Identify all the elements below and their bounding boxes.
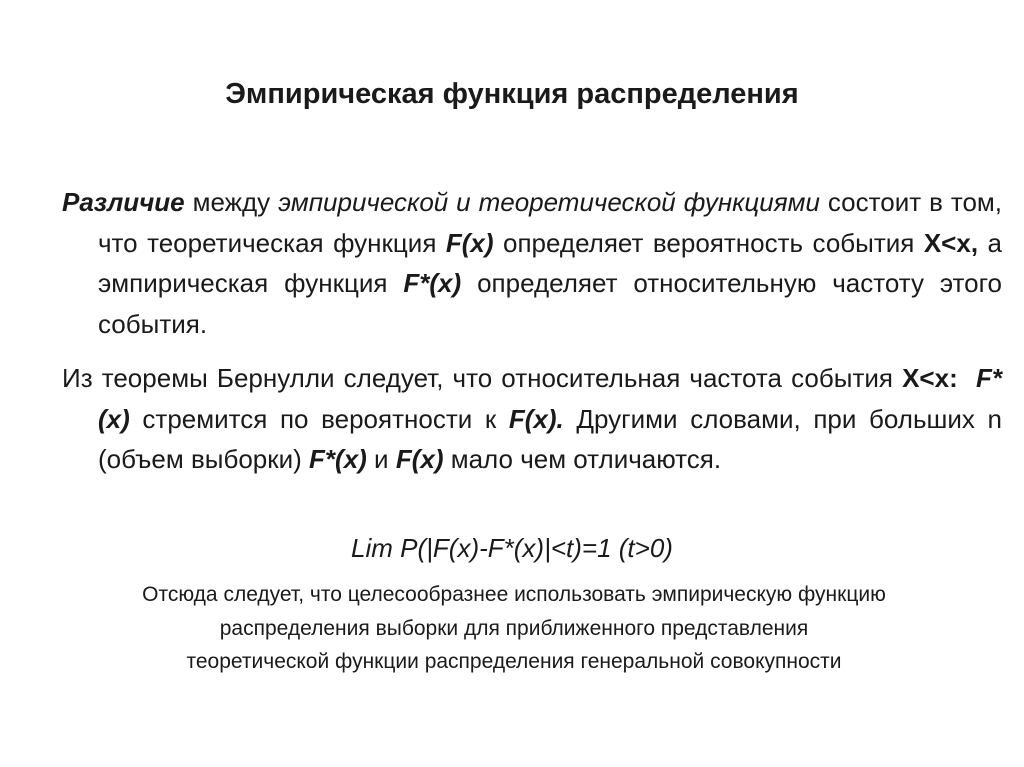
conclusion-line: теоретической функции распределения генеральной совокупности <box>186 650 842 673</box>
text: состоит в том, что теоретическая функция <box>98 187 1002 258</box>
slide-title: Эмпирическая функция распределения <box>225 78 799 110</box>
text: между <box>184 187 279 217</box>
text <box>958 363 976 393</box>
formula-f-star: F*(x) <box>309 444 367 474</box>
event-x-less-x: X<x, <box>923 227 979 258</box>
conclusion <box>62 578 966 679</box>
limit-formula: Lim P(|F(x)-F*(x)|<t)=1 (t>0) <box>351 533 673 563</box>
text: Другими словами, при больших n (объем выборки) <box>98 403 1002 474</box>
formula-f-star: F*(x) <box>403 268 462 298</box>
text: и <box>366 444 396 474</box>
emphasis-functions: эмпирической и теоретической функциями <box>278 187 820 217</box>
formula-f: F(x) <box>445 227 494 258</box>
text: определяет относительную частоту этого события. <box>98 268 1002 339</box>
paragraph-bernoulli <box>62 358 1002 480</box>
text: мало чем отличаются. <box>443 444 722 474</box>
text: а эмпирическая функция <box>98 227 1002 298</box>
conclusion-line: распределения выборки для приближенного представления <box>219 616 809 640</box>
text: Из теоремы Бернулли следует, что относительная частота события <box>62 363 903 393</box>
conclusion-line: Отсюда следует, что целесообразнее использовать эмпирическую функцию <box>142 583 886 606</box>
paragraph-difference <box>62 182 1002 344</box>
text: стремится по вероятности к <box>129 403 509 434</box>
formula-f-star: F*(x) <box>98 363 1002 434</box>
term-difference: Различие <box>62 187 185 217</box>
formula-f: F(x) <box>395 444 444 474</box>
text: определяет вероятность события <box>493 227 924 258</box>
formula-f: F(x). <box>508 403 564 434</box>
event-x-less-x: X<x: <box>902 363 958 393</box>
